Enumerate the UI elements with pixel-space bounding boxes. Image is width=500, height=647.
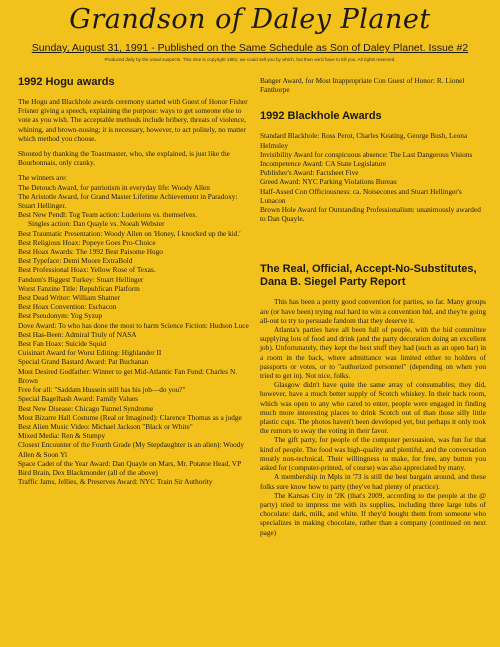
left-column — [18, 70, 252, 486]
list-item: Special Grand Bastard Award: Pat Buchanan — [18, 357, 149, 367]
list-item: The Aristotle Award, for Grand Master Lifetime Achievement in Paradoxy: Stuart Hellinger. — [18, 191, 238, 211]
list-item: Half-Assed Con Officiousness: ca. Noisecones and Stuart Hellinger's Lunacon — [260, 186, 462, 205]
list-item: Best Fan Hoax: Suicide Squid — [18, 339, 106, 349]
winners-label: The winners are: — [18, 173, 68, 183]
list-item: Incompetence Award: CA State Legislature — [260, 159, 387, 169]
list-item: Standard Blackhole: Ross Perot, Charles Keating, George Bush, Leona Helmsley — [260, 131, 468, 150]
list-item: Traffic Jams, Jellies, & Preserves Award: NYC Train Sir Authority — [18, 477, 213, 487]
list-item: Greed Award: NYC Parking Violations Bureau — [260, 177, 397, 187]
list-item: Invisibility Award for conspicuous absence: The Last Dangerous Visions — [260, 149, 473, 159]
banger-award: Banger Award, for Most Inappropriate Con Guest of Honor: R. Lionel Fanthorpe — [260, 76, 465, 95]
list-item: Singles action: Dan Quayle vs. Noeah Webster — [28, 219, 165, 229]
party-paragraph: The Kansas City in '2K (that's 2009, according to the people at the @ party) tried to impress me with its supplies, including three large tubs of chocolate: dark, milk, and white. If they'd bought them from someone who specializes in making chocolate, rather than a company (continued on next page) — [260, 490, 486, 537]
list-item: Best Professional Hoax: Yellow Rose of Texas. — [18, 265, 156, 275]
list-item: Best New Disease: Chicago Tunnel Syndrome — [18, 403, 154, 413]
list-item: Best New Pendl: Tog Team action: Luderions vs. themselves. — [18, 210, 198, 220]
list-item: Best Traumatic Presentation: Woody Allen on 'Honey, I knocked up the kid.' — [18, 228, 241, 238]
dateline — [0, 42, 500, 54]
party-paragraph: A membership in Mpls in '73 is still the best bargain around, and these folks sure know how to party (they've had plenty of practice). — [260, 472, 486, 491]
copyright-fineprint: Produced daily by the usual suspects. This zine is copyright 1991; we could sell you by which, but then we'd have to kill you. All rights reserved. — [104, 57, 396, 62]
party-paragraph: The gift party, for people of the computer persuasion, was fun for that kind of people. The food was high-quality and plentiful, and the conversation mostly non-technical. Their willingness to make, for free, any button you asked for (computer-printed, of course) was also appreciated by many. — [260, 435, 486, 473]
list-item: Fandom's Biggest Turkey: Stuart Hellinger — [18, 274, 144, 284]
list-item: Best Pseudonym: Yog Syzup — [18, 311, 103, 321]
list-item: Best Has-Been: Admiral Truly of NASA — [18, 329, 137, 339]
party-paragraph: Glasgow didn't have quite the same array of consumables; they did, however, have a much better supply of Scotch whiskey. In their back room, which was open to any who cared to enter, people were engaged in finding much more interesting places to drink Scotch out of than those silly little plastic cups. The photos haven't been developed yet, but perhaps it only took the rumors to sway the voting in their favor. — [260, 380, 486, 436]
list-item: Best Religious Hoax: Popeye Goes Pro-Choice — [18, 237, 156, 247]
list-item: Best Hoax Convention: Eschacon — [18, 302, 117, 312]
party-report-heading: The Real, Official, Accept-No-Substitutes, Dana B. Siegel Party Report — [260, 263, 477, 289]
masthead-title: Grandson of Daley Planet — [69, 4, 431, 35]
list-item: Special Bagelhash Award: Family Values — [18, 394, 138, 404]
hogu-intro-2: Shouted by thanking the Toastmaster, who, she explained, is just like the Bourbonnais, only cranky. — [18, 149, 230, 168]
list-item: Best Alien Music Video: Michael Jackson "Black or White" — [18, 421, 193, 431]
list-item: Best Typeface: Demi Moore ExtraBold — [18, 256, 133, 266]
list-item: Best Hoax Awards: The 1992 Best Paisome Hugo — [18, 247, 163, 257]
right-column — [260, 70, 486, 537]
list-item: Brown Hole Award for Outstanding Professionalism: unanimously awarded to Dan Quayle. — [260, 205, 481, 224]
list-item: Best Dead Writer: William Shatner — [18, 293, 121, 303]
hogu-intro-1: The Hogu and Blackhole awards ceremony started with Guest of Honor Fisher Frisner giving a speech, explaining the purpose: ways to get someone else to vote as you wish. The acceptable methods include bribery, threats of violence, whining, and brown-nosing; it is necessary, however, to act politely, no matter which method you choose. — [18, 97, 248, 143]
blackhole-heading: 1992 Blackhole Awards — [260, 110, 382, 123]
list-item: Most Desired Godfather: Winner to get Mid-Atlantic Fan Fund: Charles N. Brown — [18, 366, 238, 385]
list-item: Space Cadet of the Year Award: Dan Quayle on Mars, Mr. Potatoe Head, VP Bird Brain, Dex Blackmonder (all of the above) — [18, 458, 241, 477]
list-item: Worst Fanzine Title: Republican Platform — [18, 283, 140, 293]
list-item: Publisher's Award: Factsheet Five — [260, 168, 359, 178]
party-paragraph: This has been a pretty good convention for parties, so far. Many groups are (or have been) trying real hard to win a convention bid, and they're going all-out to try to persuade fandom that they deserve it. — [260, 297, 486, 325]
list-item: Cuisinart Award for Worst Editing: Highlander II — [18, 348, 162, 358]
dateline-text: Sunday, August 31, 1991 - Published on the Same Schedule as Son of Daley Planet. Issue #2 — [31, 42, 469, 54]
hogu-heading: 1992 Hogu awards — [18, 76, 115, 88]
list-item: Free for all: "Saddam Hussein still has his job—do you?" — [18, 385, 186, 395]
party-paragraph: Atlanta's parties have all been full of people, with the bid committee supplying lots of food and drink (and the party decoration doing an excellent job). Unfortunately, they kept the best stuff they had (such as an open bar) in a room in the back, where admittance was limited either to holders of passports or votes, or to "authorized personnel" (depending on when you tried to get in). Not nice, folks. — [260, 325, 486, 381]
list-item: Dove Award: To who has done the most to harm Science Fiction: Hudson Luce — [18, 320, 249, 330]
list-item: Most Bizarre Hall Costume (Real or Imagined): Clarence Thomas as a judge — [18, 412, 242, 422]
list-item: Closest Encounter of the Fourth Grade (My Stepdaughter is an alien): Woody Allen & Soon Yi — [18, 440, 245, 459]
list-item: Mixed Media: Ren & Stumpy — [18, 431, 106, 441]
list-item: The Detouch Award, for patriotism in everyday life: Woody Allen — [18, 182, 210, 192]
